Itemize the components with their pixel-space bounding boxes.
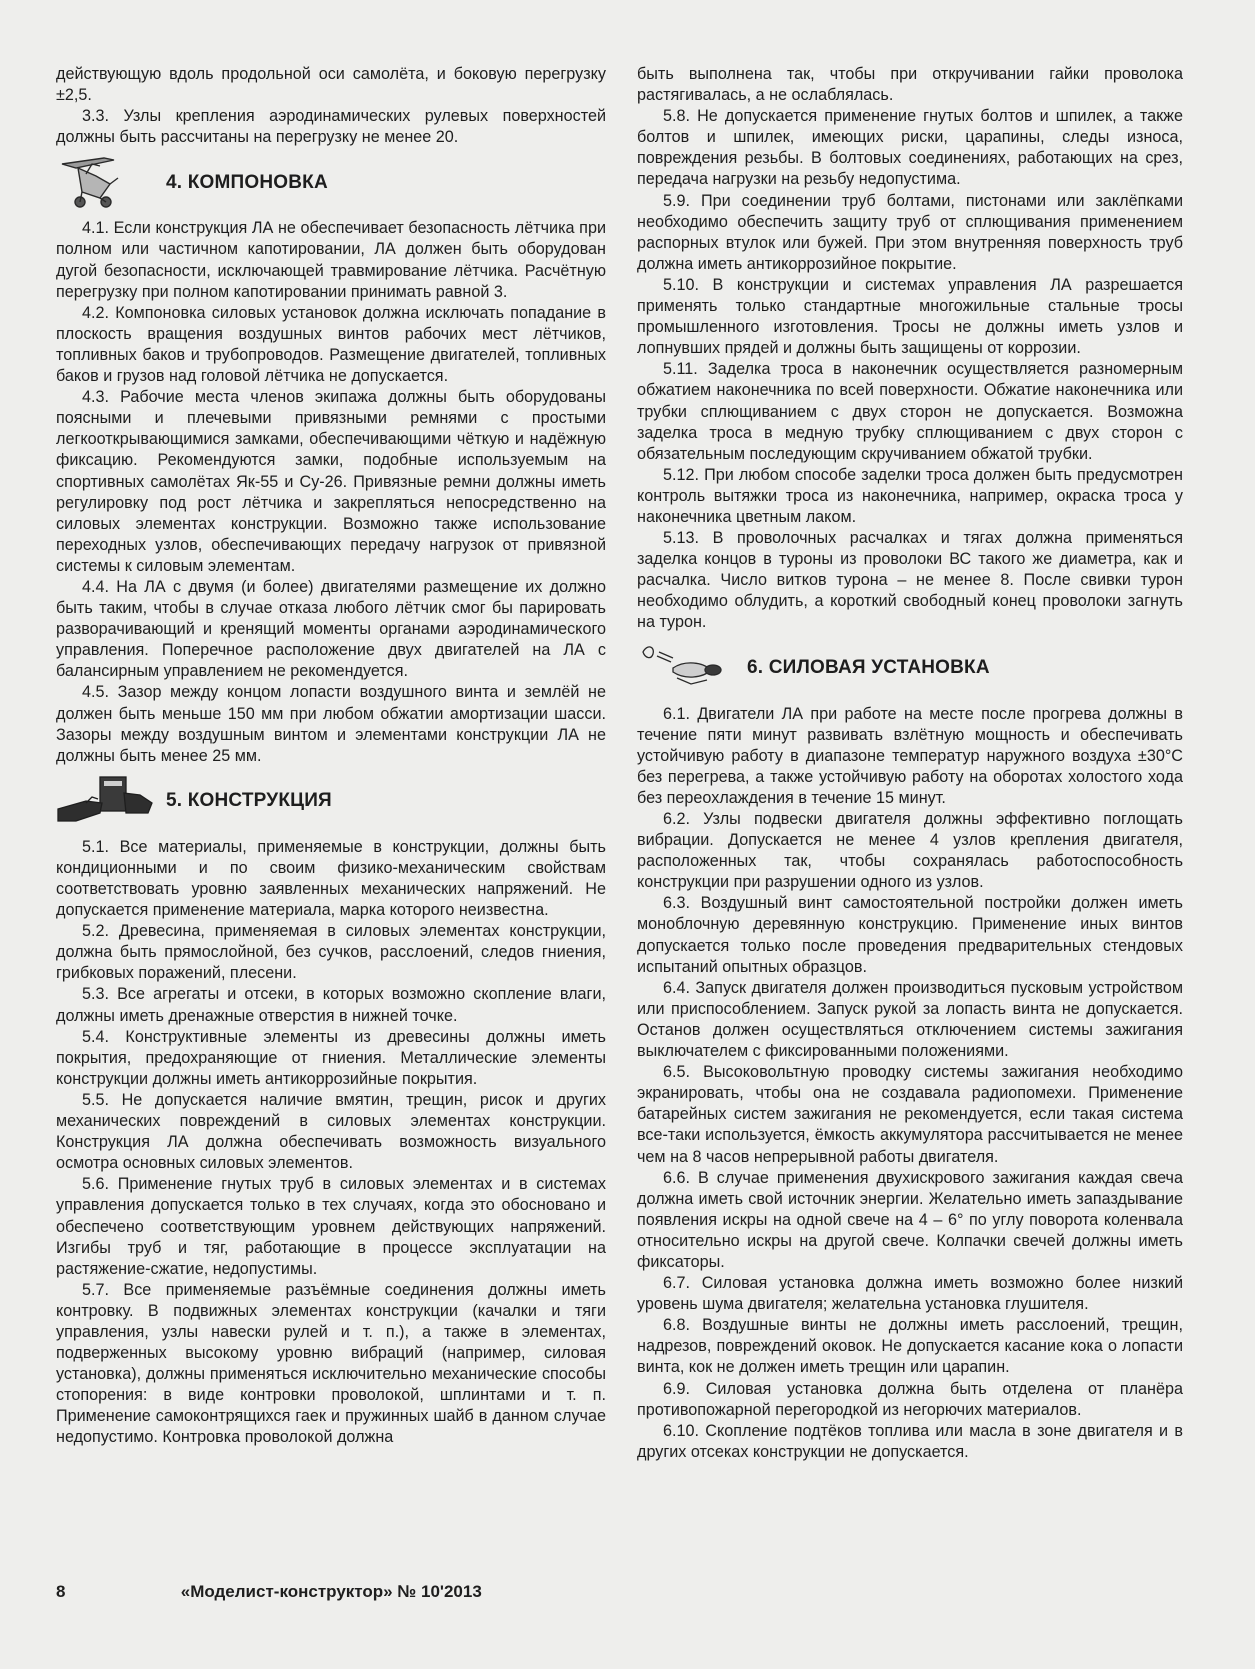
paragraph: 6.5. Высоковольтную проводку системы зажигания необходимо экранировать, чтобы она не создавала радиопомехи. Применение батарейных систем зажигания не рекомендуется, если такая система все-таки используется, ёмкость аккумулятора рассчитывается не менее чем на 8 часов непрерывной работы двигателя. [637, 1063, 1183, 1166]
paragraph: 5.3. Все агрегаты и отсеки, в которых возможно скопление влаги, должны иметь дренажные отверстия в нижней точке. [56, 985, 606, 1025]
section-title: 5. КОНСТРУКЦИЯ [166, 790, 332, 812]
paragraph: 5.8. Не допускается применение гнутых болтов и шпилек, а также болтов и шпилек, имеющих риски, царапины, следы износа, повреждения резьбы. В болтовых соединениях, работающих на срез, передача нагрузки на резьбу недопустима. [637, 107, 1183, 189]
section-title: 4. КОМПОНОВКА [166, 171, 328, 193]
paragraph: 6.4. Запуск двигателя должен производиться пусковым устройством или приспособлением. Запуск рукой за лопасть винта не допускается. Останов должен осуществляться отключением системы зажигания выключателем с фиксированными положениями. [637, 978, 1183, 1061]
page-number: 8 [56, 1582, 66, 1601]
paragraph: 5.9. При соединении труб болтами, пистонами или заклёпками необходимо обеспечить защиту труб от сплющивания применением распорных втулок или бужей. При этом внутренняя поверхность труб должна иметь антикоррозийное покрытие. [637, 191, 1183, 273]
section-title: 6. СИЛОВАЯ УСТАНОВКА [747, 656, 990, 678]
paragraph: 5.11. Заделка троса в наконечник осуществляется разномерным обжатием наконечника по всей поверхности. Обжатие наконечника или трубки сплющиванием с двух сторон не допускается. Возможна заделка троса в медную трубку сплющиванием с двух сторон с обязательным последующим скручиванием обжатой трубки. [637, 360, 1183, 463]
paragraph: действующую вдоль продольной оси самолёта, и боковую перегрузку ±2,5. [56, 65, 606, 105]
paragraph: 4.4. На ЛА с двумя (и более) двигателями размещение их должно быть таким, чтобы в случае отказа любого лётчик смог бы парировать разворачивающий и кренящий моменты органами аэродинамического управления. Поперечное расположение двух двигателей на ЛА с балансирным управлением не рекомендуется. [56, 577, 606, 681]
publication-title: «Моделист-конструктор» № 10'2013 [180, 1582, 482, 1601]
paragraph: 6.10. Скопление подтёков топлива или масла в зоне двигателя и в других отсеках конструкции не допускается. [637, 1421, 1183, 1461]
propeller-spark-illustration [637, 640, 747, 696]
paragraph: 5.1. Все материалы, применяемые в конструкции, должны быть кондиционными и по своим физико-механическим свойствам соответствовать уровню заявленных механических напряжений. Не допускается применение материала, марка которого неизвестна. [56, 837, 606, 920]
paragraph: 4.2. Компоновка силовых установок должна исключать попадание в плоскость вращения воздушных винтов рабочих мест лётчиков, топливных баков и трубопроводов. Размещение двигателей, топливных баков и грузов над головой лётчика не допускается. [56, 303, 606, 386]
paragraph: 5.13. В проволочных расчалках и тягах должна применяться заделка концов в туроны из проволоки ВС такого же диаметра, как и расчалка. Число витков турона – не менее 8. После свивки турон необходимо облудить, а короткий свободный конец проволоки загнуть на турон. [637, 529, 1183, 632]
paragraph: 5.7. Все применяемые разъёмные соединения должны иметь контровку. В подвижных элементах конструкции (качалки и тяги управления, узлы навески рулей и т. п.), а также в элементах, подверженных высокому уровню вибраций (например, силовая установка), должны применяться исключительно механические способы стопорения: в виде контровки проволокой, шплинтами и т. п. Применение самоконтрящихся гаек и пружинных шайб в данном случае недопустимо. Контровка проволокой должна [56, 1280, 606, 1447]
paragraph: 4.3. Рабочие места членов экипажа должны быть оборудованы поясными и плечевыми привязными ремнями с простыми легкооткрывающимися замками, обеспечивающими чёткую и надёжную фиксацию. Рекомендуются замки, подобные используемым на спортивных самолётах Як-55 и Су-26. Привязные ремни должны иметь регулировку под рост лётчика и закрепляться непосредственно на силовых элементах конструкции. Возможно также использование переходных узлов, обеспечивающих передачу нагрузок от привязной системы к силовым элементам. [56, 388, 606, 575]
paragraph: 5.4. Конструктивные элементы из древесины должны иметь покрытия, предохраняющие от гниения. Металлические элементы конструкции должны иметь антикоррозийные покрытия. [56, 1027, 606, 1088]
paragraph: 6.6. В случае применения двухискрового зажигания каждая свеча должна иметь свой источник энергии. Желательно иметь запаздывание появления искры на одной свече на 4 – 6° по углу поворота коленвала относительно искры на другой свече. Колпачки свечей должны иметь фиксаторы. [637, 1168, 1183, 1271]
paragraph: 5.12. При любом способе заделки троса должен быть предусмотрен контроль вытяжки троса из наконечника, например, окраска троса у наконечника цветным лаком. [637, 465, 1183, 526]
page-footer [56, 1582, 756, 1602]
paragraph: 5.10. В конструкции и системах управления ЛА разрешается применять только стандартные многожильные стальные тросы промышленного изготовления. Тросы не должны иметь узлов и лопнувших прядей и должны быть защищены от коррозии. [637, 275, 1183, 358]
paragraph: 3.3. Узлы крепления аэродинамических рулевых поверхностей должны быть рассчитаны на перегрузку не менее 20. [56, 107, 606, 147]
paragraph: 6.3. Воздушный винт самостоятельной постройки должен иметь моноблочную деревянную конструкцию. Применение иных винтов допускается только после проведения предварительных стендовых испытаний опытных образцов. [637, 894, 1183, 976]
paragraph: быть выполнена так, чтобы при откручивании гайки проволока растягивалась, а не ослаблялась. [637, 65, 1183, 105]
paragraph: 6.2. Узлы подвески двигателя должны эффективно поглощать вибрации. Допускается не менее 4 узлов крепления двигателя, расположенных так, чтобы сохранялась работоспособность конструкции при разрушении одного из узлов. [637, 810, 1183, 892]
right-column [637, 64, 1183, 1463]
paragraph: 6.7. Силовая установка должна иметь возможно более низкий уровень шума двигателя; желательна установка глушителя. [637, 1274, 1183, 1314]
paragraph: 4.1. Если конструкция ЛА не обеспечивает безопасность лётчика при полном или частичном капотировании, ЛА должен быть оборудован дугой безопасности, исключающей травмирование лётчика. Расчётную перегрузку при полном капотировании принимать равной 3. [56, 219, 606, 301]
section-heading-4 [56, 156, 606, 208]
paragraph: 6.8. Воздушные винты не должны иметь расслоений, трещин, надрезов, повреждений оковок. Не допускается касание кока о лопасти винта, кок не должен иметь трещин или царапин. [637, 1316, 1183, 1377]
paragraph: 6.9. Силовая установка должна быть отделена от планёра противопожарной перегородкой из негорючих материалов. [637, 1379, 1183, 1419]
left-column [56, 64, 606, 1449]
ultralight-aircraft-illustration [56, 154, 166, 210]
section-heading-5 [56, 775, 606, 827]
paragraph: 4.5. Зазор между концом лопасти воздушного винта и землёй не должен быть меньше 150 мм при любом обжатии амортизации шасси. Зазоры между воздушным винтом и элементами конструкции ЛА не должны быть менее 25 мм. [56, 683, 606, 765]
paragraph: 5.5. Не допускается наличие вмятин, трещин, рисок и других механических повреждений в силовых элементах конструкции. Конструкция ЛА должна обеспечивать возможность визуального осмотра основных силовых элементов. [56, 1090, 606, 1173]
section-heading-6 [637, 642, 1183, 694]
paragraph: 6.1. Двигатели ЛА при работе на месте после прогрева должны в течение пяти минут развивать взлётную мощность и обеспечивать устойчивую работу в диапазоне температур наружного воздуха ±30°С без перегрева, а также устойчивую работу на оборотах холостого хода без переохлаждения в течение 15 минут. [637, 704, 1183, 807]
hands-with-document-illustration [56, 773, 166, 829]
paragraph: 5.2. Древесина, применяемая в силовых элементах конструкции, должна быть прямослойной, без сучков, расслоений, следов гниения, грибковых поражений, плесени. [56, 922, 606, 983]
paragraph: 5.6. Применение гнутых труб в силовых элементах и в системах управления допускается только в тех случаях, когда это обосновано и обеспечено соответствующим уровнем действующих напряжений. Изгибы труб и тяг, работающие в процессе эксплуатации на растяжение-сжатие, недопустимы. [56, 1175, 606, 1278]
